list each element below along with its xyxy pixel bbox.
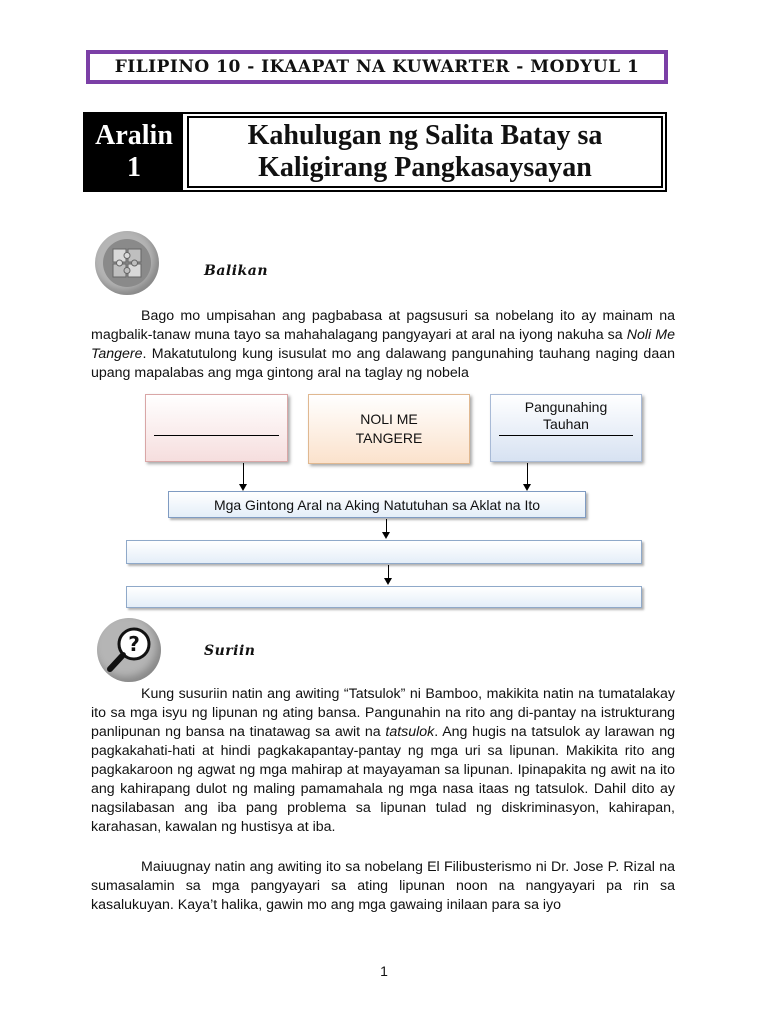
suriin-paragraph-1: [91, 685, 675, 837]
lesson-title-line1: Kahulugan ng Salita Batay sa: [247, 120, 603, 151]
character-box-right: [490, 394, 642, 462]
balikan-text-1: Bago mo umpisahan ang pagbabasa at pagsusuri sa nobelang ito ay mainam na magbalik-tanaw muna tayo sa mahahalagang pangyayari at aral na iyong nakuha sa: [91, 308, 675, 343]
page-number: 1: [380, 963, 388, 979]
arrow-down-icon: [239, 484, 247, 491]
arrow-down-icon: [384, 578, 392, 585]
lesson-answer-bar-1[interactable]: [126, 540, 642, 564]
lesson-title: [187, 116, 663, 188]
blank-answer-line: [154, 435, 279, 436]
arrow-connector: [527, 463, 528, 485]
main-character-label-line1: Pangunahing: [524, 399, 608, 415]
arrow-connector: [386, 519, 387, 533]
lesson-number-block: [85, 114, 183, 190]
lesson-label: Aralin: [95, 120, 173, 151]
arrow-connector: [243, 463, 244, 485]
module-title: FILIPINO 10 - IKAAPAT NA KUWARTER - MODYUL 1: [114, 57, 640, 77]
arrow-down-icon: [523, 484, 531, 491]
novel-box: [308, 394, 470, 464]
balikan-heading: Balikan: [204, 263, 268, 279]
magnifier-question-icon: [97, 618, 161, 682]
arrow-connector: [388, 565, 389, 579]
suriin-paragraph-2: Maiuugnay natin ang awiting ito sa nobelang El Filibusterismo ni Dr. Jose P. Rizal na sumasalamin sa mga pangyayari sa ating lipunan noon na nangyayari pa rin sa kasalukuyan. Kaya’t halika, gawin mo ang mga gawaing inilaan para sa iyo: [91, 859, 675, 913]
novel-box-line1: NOLI ME: [360, 411, 418, 427]
svg-text:?: ?: [128, 632, 140, 656]
suriin-text-2: . Ang hugis na tatsulok ay larawan ng pagkakahati-hati at hindi pagkakapantay-pantay ng mga uri sa lipunan. Makikita rito ang pagkakaroon ng agwat ng mga mahirap at mayayaman sa lipunan. Ipinapakita ng awit na ito ang kahirapang dulot ng maling pamamahala ng mga nasa itaas ng tatsulok. Dahil dito ay nagsilabasan ang iba pang problema sa lipunan tulad ng diskriminasyon, kahirapan, karahasan, kawalan ng hustisya at iba.: [91, 724, 675, 835]
main-character-label-line2: Tauhan: [543, 416, 589, 432]
lesson-title-line2: Kaligirang Pangkasaysayan: [258, 152, 592, 183]
lesson-number: 1: [127, 152, 141, 183]
novel-title: Noli Me Tangere: [91, 327, 676, 362]
module-banner: [86, 50, 668, 84]
puzzle-icon: [95, 231, 159, 295]
suriin-heading: Suriin: [204, 643, 256, 659]
balikan-text-2: . Makatutulong kung isusulat mo ang dalawang pangunahing tauhang naging daan upang mapalabas ang mga gintong aral na taglay ng nobela: [91, 346, 675, 381]
suriin-text-1: Kung susuriin natin ang awiting “Tatsulok” ni Bamboo, makikita natin na tumatalakay ito sa mga isyu ng lipunan ng ating bansa. Pangunahin na rito ang di-pantay na istrukturang panlipunan ng bansa na tinatawag sa awit na: [91, 686, 675, 740]
novel-box-line2: TANGERE: [355, 430, 423, 446]
character-box-left: [145, 394, 288, 462]
lesson-answer-bar-2[interactable]: [126, 586, 642, 608]
tatsulok-term: tatsulok: [385, 724, 435, 740]
arrow-down-icon: [382, 532, 390, 539]
blank-answer-line: [499, 435, 633, 436]
golden-lessons-bar: [168, 491, 586, 518]
golden-lessons-label: Mga Gintong Aral na Aking Natutuhan sa Aklat na Ito: [213, 496, 541, 513]
balikan-paragraph: [91, 307, 675, 383]
